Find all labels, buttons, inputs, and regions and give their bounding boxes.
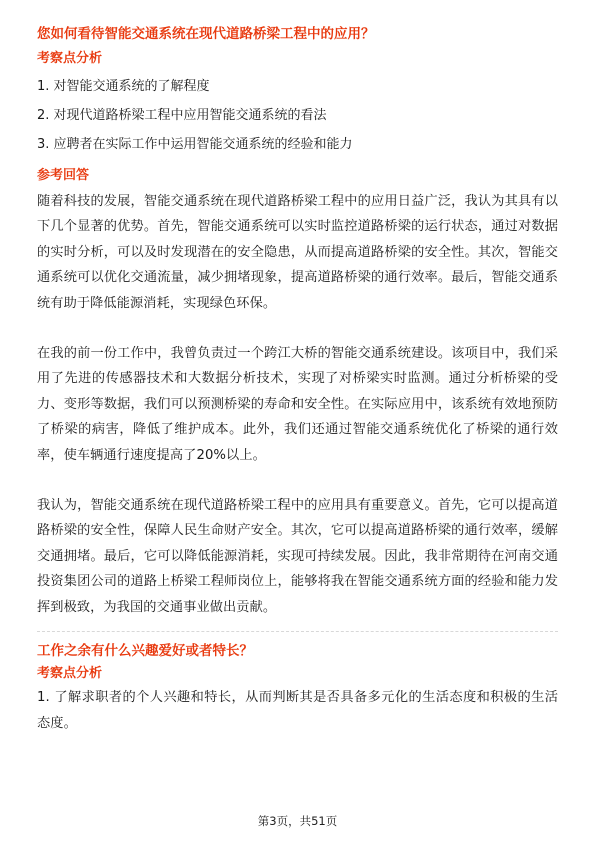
page-footer: 第3页，共51页 — [257, 814, 338, 828]
question-1-title: 您如何看待智能交通系统在现代道路桥梁工程中的应用？ — [37, 26, 375, 42]
analysis-point-q2-1: 1. 了解求职者的个人兴趣和特长，从而判断其是否具备多元化的生活态度和积极的生活态度。 — [37, 690, 558, 731]
analysis-point-3: 3. 应聘者在实际工作中运用智能交通系统的经验和能力 — [37, 137, 353, 152]
analysis-label-2: 考察点分析 — [37, 666, 103, 682]
answer-label-1: 参考回答 — [37, 168, 90, 183]
question-2-title: 工作之余有什么兴趣爱好或者特长？ — [37, 643, 253, 660]
answer-paragraph-3: 我认为，智能交通系统在现代道路桥梁工程中的应用具有重要意义。首先，它可以提高道路桥梁的安全性，保障人民生命财产安全。其次，它可以提高道路桥梁的通行效率，缓解交通拥堵。最后，它可以降低能源消耗，实现可持续发展。因此，我非常期待在河南交通投资集团公司的道路上桥梁工程师岗位上，能够将我在智能交通系统方面的经验和能力发挥到极致，为我国的交通事业做出贡献。 — [37, 498, 558, 615]
analysis-point-2: 2. 对现代道路桥梁工程中应用智能交通系统的看法 — [37, 108, 327, 123]
answer-paragraph-1: 随着科技的发展，智能交通系统在现代道路桥梁工程中的应用日益广泛，我认为其具有以下几个显著的优势。首先，智能交通系统可以实时监控道路桥梁的运行状态，通过对数据的实时分析，可以及时发现潜在的安全隐患，从而提高道路桥梁的安全性。其次，智能交通系统可以优化交通流量，减少拥堵现象，提高道路桥梁的通行效率。最后，智能交通系统有助于降低能源消耗，实现绿色环保。 — [37, 194, 558, 311]
document-page — [37, 24, 558, 736]
analysis-point-1: 1. 对智能交通系统的了解程度 — [37, 79, 210, 94]
answer-paragraph-2: 在我的前一份工作中，我曾负责过一个跨江大桥的智能交通系统建设。该项目中，我们采用了先进的传感器技术和大数据分析技术，实现了对桥梁实时监测。通过分析桥梁的受力、变形等数据，我们可以预测桥梁的寿命和安全性。在实际应用中，该系统有效地预防了桥梁的病害，降低了维护成本。此外，我们还通过智能交通系统优化了桥梁的通行效率，使车辆通行速度提高了20%以上。 — [37, 346, 558, 463]
analysis-label-1: 考察点分析 — [37, 51, 103, 66]
